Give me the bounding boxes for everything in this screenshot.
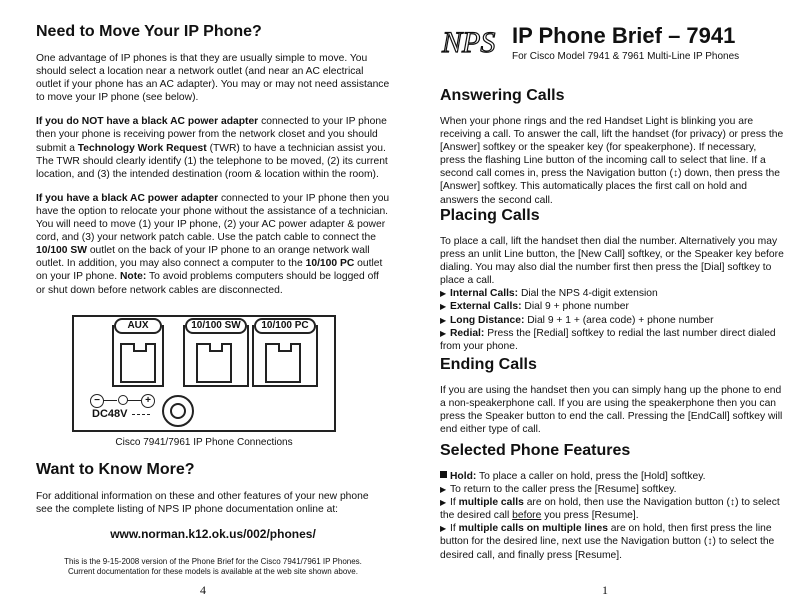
paragraph-more-info: For additional information on these and other features of your new phone see the complete listing of NPS IP phone documentation online at: (36, 491, 369, 516)
heading-know-more: Want to Know More? (36, 461, 195, 478)
paragraph-no-adapter (36, 115, 390, 180)
polarity-line-left (103, 400, 117, 401)
pc-label: 10/100 PC (254, 318, 316, 334)
diagram-caption: Cisco 7941/7961 IP Phone Connections (115, 437, 293, 448)
placing-section (440, 206, 784, 353)
ending-section (440, 355, 784, 436)
svg-text:NPS: NPS (442, 26, 496, 57)
sw-jack (196, 343, 232, 383)
placing-item-internal: ▶ Internal Calls: Dial the NPS 4-digit extension (440, 288, 658, 300)
brief-subtitle: For Cisco Model 7941 & 7961 Multi-Line IP Phones (512, 51, 740, 62)
minus-symbol: − (90, 394, 104, 408)
feature-return: ▶ To return to the caller press the [Resume] softkey. (440, 484, 677, 496)
ending-text: If you are using the handset then you can simply hang up the phone to end a non-speakerphone call. If you are using the speakerphone then you can press the Speaker button to end the call. Pressing the [EndCall] softkey will end either type of call. (440, 385, 783, 436)
adapter-text-c: outlet on your IP phone. (36, 258, 383, 283)
twr-bold: Technology Work Request (77, 142, 207, 154)
note-bold: Note: (119, 271, 147, 283)
dc48v-label: DC48V (92, 408, 128, 420)
polarity-line-right (127, 400, 141, 401)
brief-title: IP Phone Brief – 7941 (512, 23, 736, 48)
adapter-text-a: connected to your IP phone then you have the option to relocate your phone without the assistance of a technician. You will need to move (1) your IP phone, (2) your AC power adapter & power cord, and (3) your network patch cable. Use the patch cable to connect the (36, 192, 390, 244)
know-more-section (36, 460, 380, 516)
triangle-bullet-icon: ▶ (440, 289, 447, 299)
nps-logo (440, 25, 502, 57)
triangle-bullet-icon: ▶ (440, 302, 447, 312)
page-number-right: 1 (602, 583, 608, 597)
triangle-bullet-icon: ▶ (440, 485, 447, 495)
answering-section (440, 86, 784, 207)
feature-multiple-calls: ▶ If multiple calls are on hold, then use the Navigation button (↕) to select the desired call before you press [Resume]. (440, 497, 780, 522)
phone-connections-diagram (72, 315, 336, 432)
aux-jack (120, 343, 156, 383)
right-page (404, 0, 808, 614)
adapter-text-d: To avoid problems computers should be logged off or shut down before network cables are disconnected. (36, 271, 379, 296)
paragraph-adapter (36, 192, 390, 297)
paragraph-intro: One advantage of IP phones is that they are usually simple to move. You should select a location near a network outlet (and near an AC electrical outlet if your phone has an AC adapter). You may or may not need assistance to move your IP phone (see below). (36, 53, 390, 104)
pc-bold: 10/100 PC (305, 258, 355, 270)
aux-label: AUX (114, 318, 162, 334)
answering-text: When your phone rings and the red Handset Light is blinking you are receiving a call. To answer the call, lift the handset (for privacy) or press the [Answer] softkey or the speaker key (for speakerphone). If necessary, press the flashing Line button of the incoming call to select that line. If a second call comes in, press the Navigation button (↕) down, then press the [Answer] softkey. This automatically places the first call on hold and answers the second call. (440, 116, 784, 206)
heading-answering: Answering Calls (440, 87, 565, 104)
feature-hold: Hold: To place a caller on hold, press the [Hold] softkey. (440, 470, 784, 483)
triangle-bullet-icon: ▶ (440, 498, 447, 508)
version-footnote (36, 557, 390, 577)
placing-item-external: ▶ External Calls: Dial 9 + phone number (440, 301, 629, 313)
placing-item-long-distance: ▶ Long Distance: Dial 9 + 1 + (area code) + phone number (440, 314, 714, 326)
square-bullet-icon (440, 471, 447, 478)
page-number-left: 4 (200, 583, 206, 597)
feature-multiple-lines: ▶ If multiple calls on multiple lines are on hold, then first press the line button for the desired line, next use the Navigation button (↕) to select the desired call, and finally press [Resume]. (440, 523, 775, 561)
adapter-bold: If you have a black AC power adapter (36, 192, 219, 204)
placing-item-redial: ▶ Redial: Press the [Redial] softkey to redial the last number direct dialed from your phone. (440, 327, 776, 352)
plus-symbol: + (141, 394, 155, 408)
heading-ending: Ending Calls (440, 356, 537, 373)
dc-dash-icon (132, 414, 150, 415)
footnote-line-1: This is the 9-15-2008 version of the Phone Brief for the Cisco 7941/7961 IP Phones. (64, 557, 362, 566)
adapter-text-b: outlet on the back of your IP phone to an orange network wall outlet. In addition, you may also connect a computer to the (36, 245, 370, 270)
footnote-line-2: Current documentation for these models is available at the web site shown above. (68, 567, 358, 576)
documentation-url[interactable]: www.norman.k12.ok.us/002/phones/ (110, 527, 316, 541)
sw-bold: 10/100 SW (36, 245, 87, 257)
no-adapter-text-b: (TWR) to have a technician assist you. The TWR should clearly identify (1) the telephone to be moved, (2) its current location, and (3) the intended destination (room & location within the room). (36, 142, 388, 180)
sw-label: 10/100 SW (185, 318, 247, 334)
pc-jack (265, 343, 301, 383)
triangle-bullet-icon: ▶ (440, 328, 447, 338)
heading-move-phone: Need to Move Your IP Phone? (36, 23, 262, 40)
title-block (404, 22, 808, 72)
triangle-bullet-icon: ▶ (440, 524, 447, 534)
heading-placing: Placing Calls (440, 207, 540, 224)
features-section (440, 441, 784, 562)
power-jack-icon (162, 395, 194, 427)
no-adapter-bold: If you do NOT have a black AC power adapter (36, 116, 259, 128)
heading-features: Selected Phone Features (440, 442, 631, 459)
triangle-bullet-icon: ▶ (440, 315, 447, 325)
no-adapter-text-a: connected to your IP phone then your phone is receiving power from the network closet and you should submit a (36, 116, 387, 154)
placing-text: To place a call, lift the handset then dial the number. Alternatively you may press an unlit Line button, the [New Call] softkey, or the Speaker key before dialing. You may also dial the number first then press the [Dial] softkey to place a call. (440, 236, 784, 287)
